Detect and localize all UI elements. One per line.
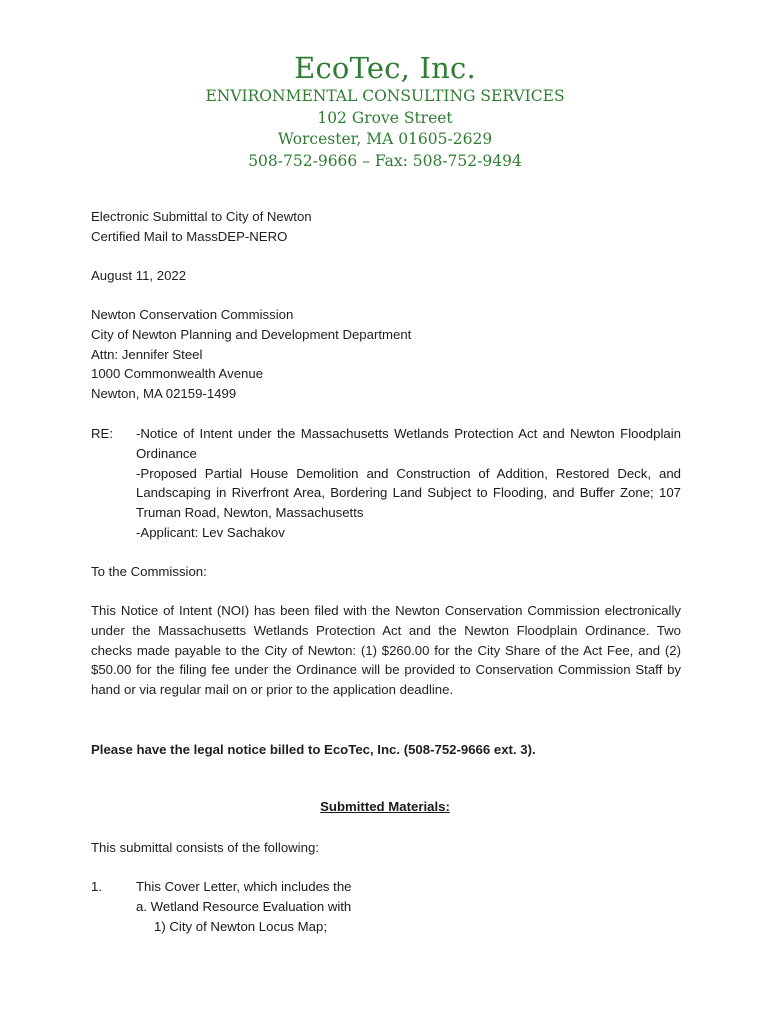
company-street: 102 Grove Street (317, 108, 453, 127)
list-subitem-text: a. Wetland Resource Evaluation with (136, 899, 352, 914)
company-name: EcoTec, Inc. (294, 51, 476, 85)
delivery-line: Electronic Submittal to City of Newton (91, 209, 312, 224)
re-content (136, 424, 681, 543)
delivery-line: Certified Mail to MassDEP-NERO (91, 228, 288, 244)
submitted-materials-heading: Submitted Materials: (320, 799, 450, 814)
recipient-line: City of Newton Planning and Development Department (91, 326, 412, 342)
recipient-line: Newton, MA 02159-1499 (91, 386, 237, 402)
re-item: -Applicant: Lev Sachakov (136, 524, 285, 540)
recipient-line: 1000 Commonwealth Avenue (91, 366, 264, 382)
body-paragraph: This Notice of Intent (NOI) has been filed with the Newton Conservation Commission electronically under the Massachusetts Wetlands Protection Act and the Newton Floodplain Ordinance. Two checks made payable to the City of Newton: (1) $260.00 for the City Share of the Act Fee, and (2) $50.00 for the filing fee under the Ordinance will be provided to Conservation Commission Staff by hand or via regular mail on or prior to the application deadline. (91, 603, 681, 698)
letterhead (0, 50, 770, 172)
re-item: -Proposed Partial House Demolition and Construction of Addition, Restored Deck, and Landscaping in Riverfront Area, Bordering Land Subject to Flooding, and Buffer Zone; 107 Truman Road, Newton, Massachusetts (136, 465, 681, 521)
billing-note (91, 740, 681, 760)
company-phone-fax: 508-752-9666 – Fax: 508-752-9494 (248, 151, 522, 170)
recipient-address (91, 305, 681, 404)
salutation-text: To the Commission: (91, 564, 207, 579)
recipient-line: Newton Conservation Commission (91, 307, 294, 322)
list-subsubitem-text: 1) City of Newton Locus Map; (154, 919, 327, 934)
re-item: -Notice of Intent under the Massachusetts Wetlands Protection Act and Newton Floodplain Ordinance (136, 426, 681, 461)
re-label: RE: (91, 426, 113, 441)
recipient-line: Attn: Jennifer Steel (91, 346, 203, 362)
letter-date (91, 266, 681, 286)
company-tagline: ENVIRONMENTAL CONSULTING SERVICES (205, 87, 565, 105)
materials-intro-text: This submittal consists of the following: (91, 840, 319, 855)
list-item-number: 1. (91, 879, 102, 894)
company-city: Worcester, MA 01605-2629 (277, 130, 493, 148)
delivery-method (91, 207, 681, 247)
date-text: August 11, 2022 (91, 268, 187, 283)
salutation (91, 562, 681, 582)
list-item-text: This Cover Letter, which includes the (136, 879, 352, 894)
billing-note-text: Please have the legal notice billed to EcoTec, Inc. (508-752-9666 ext. 3). (91, 742, 536, 757)
materials-intro (91, 838, 681, 858)
